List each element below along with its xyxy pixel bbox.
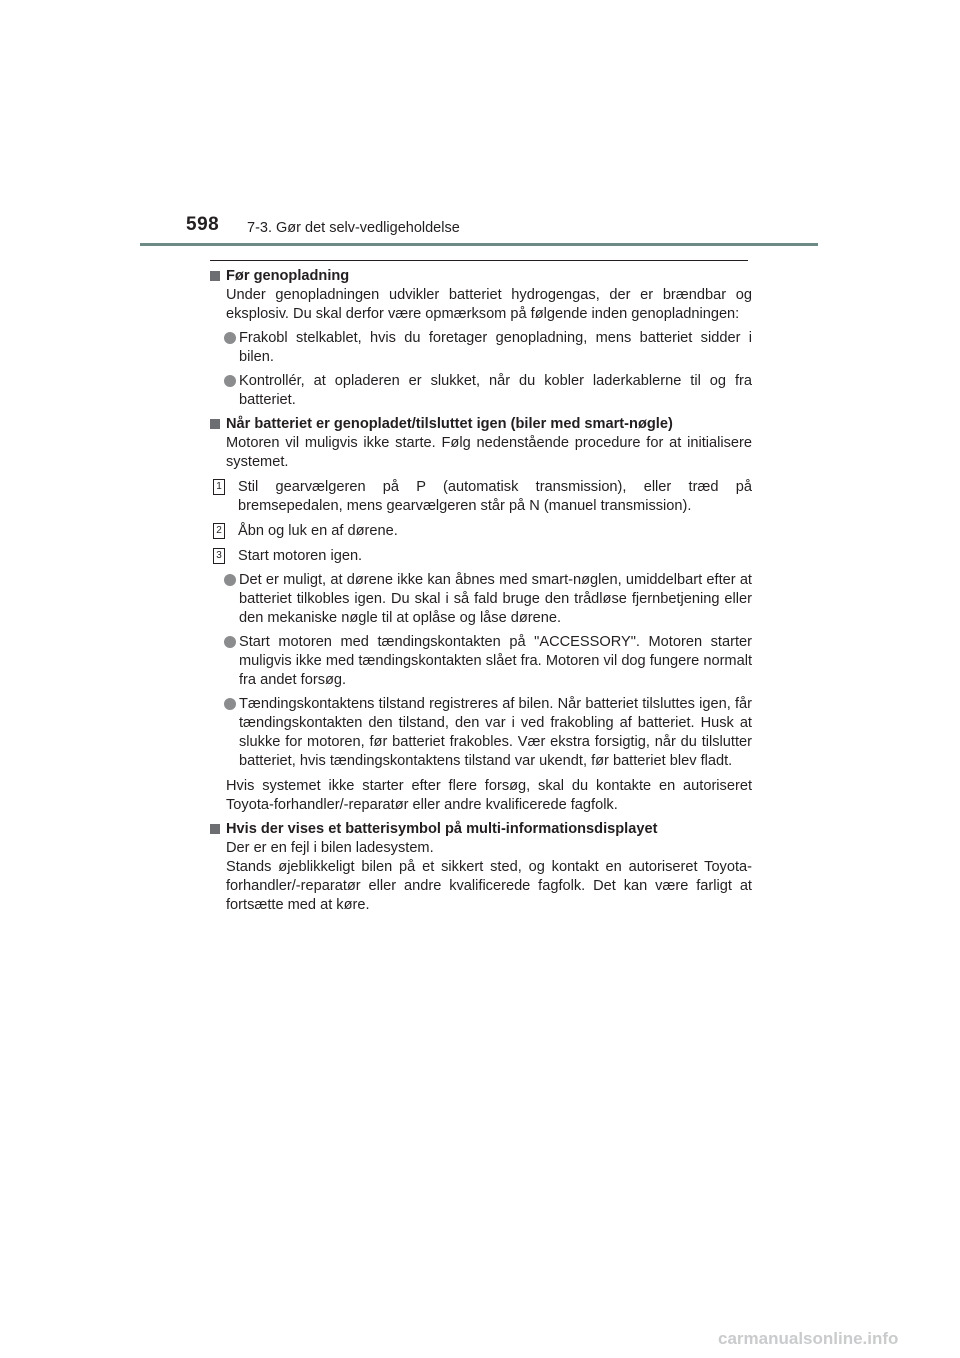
list-item-text: Start motoren med tændingskontakten på "ACCESSORY". Motoren starter muligvis ikke med tændingskontakten slået fra. Motoren vil dog fungere normalt fra andet forsøg. <box>239 634 752 688</box>
page-content <box>210 264 752 915</box>
section-heading <box>210 415 752 434</box>
step-number: 2 <box>213 523 225 539</box>
section-heading <box>210 267 752 286</box>
list-item <box>224 571 752 628</box>
watermark-logo: carmanualsonline.info <box>718 1329 899 1348</box>
list-item-text: Tændingskontaktens tilstand registreres af bilen. Når batteriet tilsluttes igen, får tændingskontakten den tilstand, den var i ved frakobling af batteriet. Husk at slukke for motoren, før batteriet frakobles. Vær ekstra forsigtig, når du tilslutter batteriet, hvis tændingskontaktens tilstand var ukendt, før batteriet blev fladt. <box>239 696 752 769</box>
procedure-step <box>213 522 752 541</box>
section-title: Når batteriet er genopladet/tilsluttet igen (biler med smart-nøgle) <box>226 416 673 432</box>
section-body: Under genopladningen udvikler batteriet hydrogengas, der er brændbar og eksplosiv. Du skal derfor være opmærksom på følgende inden genopladningen: <box>226 287 752 322</box>
step-number: 3 <box>213 548 225 564</box>
page-number: 598 <box>186 214 220 235</box>
procedure-step <box>213 547 752 566</box>
procedure-step <box>213 478 752 516</box>
step-text: Åbn og luk en af dørene. <box>238 523 398 539</box>
square-bullet-icon <box>210 824 220 834</box>
section-heading <box>210 820 752 839</box>
list-item-text: Frakobl stelkablet, hvis du foretager genopladning, mens batteriet sidder i bilen. <box>239 330 752 365</box>
square-bullet-icon <box>210 271 220 281</box>
square-bullet-icon <box>210 419 220 429</box>
section-title: Før genopladning <box>226 268 350 284</box>
header-rule <box>140 243 818 246</box>
list-item-text: Det er muligt, at dørene ikke kan åbnes med smart-nøglen, umiddelbart efter at batteriet tilkobles igen. Du skal i så fald bruge den trådløse fjernbetjening eller den mekaniske nøgle til at oplåse og låse dørene. <box>239 572 752 626</box>
step-text: Start motoren igen. <box>238 548 363 564</box>
section-closing: Hvis systemet ikke starter efter flere forsøg, skal du kontakte en autoriseret Toyota-forhandler/-reparatør eller andre kvalificerede fagfolk. <box>226 778 752 813</box>
circle-bullet-icon <box>224 698 236 710</box>
list-item-text: Kontrollér, at opladeren er slukket, når du kobler laderkablerne til og fra batteriet. <box>239 373 752 408</box>
circle-bullet-icon <box>224 574 236 586</box>
step-number: 1 <box>213 479 225 495</box>
circle-bullet-icon <box>224 636 236 648</box>
list-item <box>224 695 752 771</box>
list-item <box>224 633 752 690</box>
step-text: Stil gearvælgeren på P (automatisk transmission), eller træd på bremsepedalen, mens gearvælgeren står på N (manuel transmission). <box>238 479 752 514</box>
section-body: Motoren vil muligvis ikke starte. Følg nedenstående procedure for at initialisere systemet. <box>226 435 752 470</box>
circle-bullet-icon <box>224 375 236 387</box>
section-body-line: Stands øjeblikkeligt bilen på et sikkert sted, og kontakt en autoriseret Toyota-forhandler/-reparatør eller andre kvalificerede fagfolk. Det kan være farligt at fortsætte med at køre. <box>226 859 752 913</box>
section-rule <box>210 260 748 261</box>
running-header: 7-3. Gør det selv-vedligeholdelse <box>247 220 460 236</box>
list-item <box>224 372 752 410</box>
circle-bullet-icon <box>224 332 236 344</box>
section-title: Hvis der vises et batterisymbol på multi-informationsdisplayet <box>226 821 658 837</box>
list-item <box>224 329 752 367</box>
section-body-line: Der er en fejl i bilen ladesystem. <box>226 840 434 856</box>
